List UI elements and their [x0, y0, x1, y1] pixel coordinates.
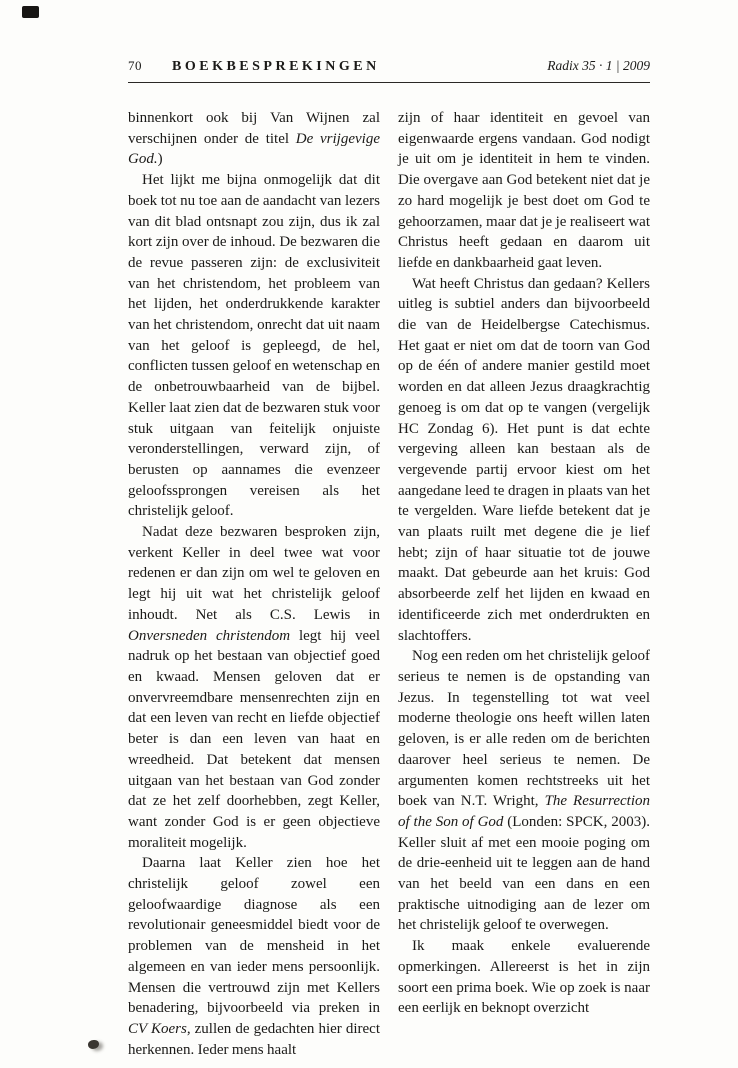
paragraph	[128, 170, 380, 522]
text-run: , zullen de gedachten hier direct herkennen. Ieder mens haalt	[128, 1020, 380, 1058]
paragraph	[398, 936, 650, 1019]
italic-text-run: Onversneden christendom	[128, 627, 291, 644]
paragraph	[128, 853, 380, 1060]
italic-text-run: The Resurrection of the Son of God	[398, 793, 650, 830]
text-run: Daarna laat Keller zien hoe het christelijk geloof zowel een geloofwaardige diagnose als een revolutionair geneesmiddel biedt voor de problemen van de mensheid in het algemeen en van ieder mens persoonlijk. Mensen die vertrouwd zijn met Kellers benadering, bijvoorbeeld via preken in	[128, 855, 380, 1017]
text-run: binnenkort ook bij Van Wijnen zal verschijnen onder de titel	[128, 110, 380, 147]
page-header	[128, 58, 650, 75]
scan-artifact-bottom-left	[88, 1040, 99, 1049]
left-column	[128, 108, 380, 1060]
text-run: zijn of haar identiteit en gevoel van eigenwaarde ergens vandaan. God nodigt je uit om je identiteit in hem te vinden. Die overgave aan God betekent niet dat je zo hard mogelijk je best doet om God te gehoorzamen, maar dat je je realiseert wat Christus heeft gedaan en daarom uit liefde en dankbaarheid gaat leven.	[398, 110, 650, 271]
paragraph	[398, 108, 650, 274]
paragraph	[398, 646, 650, 936]
journal-reference: Radix 35 · 1 | 2009	[547, 58, 650, 73]
text-run: legt hij veel nadruk op het bestaan van objectief goed en kwaad. Mensen geloven dat er onvervreemdbare mensenrechten zijn en dat een leven van recht en liefde objectief beter is dan een leven van haat en wreedheid. Dat betekent dat mensen uitgaan van het bestaan van God zonder dat ze het zelf doorhebben, zegt Keller, want zonder God is er geen objectieve moraliteit mogelijk.	[128, 627, 380, 851]
page-number: 70	[128, 58, 142, 73]
header-rule	[128, 82, 650, 83]
paragraph	[128, 522, 380, 853]
text-run: Nadat deze bezwaren besproken zijn, verkent Keller in deel twee wat voor redenen er dan zijn om wel te geloven en legt hij uit wat het christelijk geloof inhoudt. Net als C.S. Lewis in	[128, 524, 380, 623]
text-run: Het lijkt me bijna onmogelijk dat dit boek tot nu toe aan de aandacht van lezers van dit blad ontsnapt zou zijn, dus ik zal kort zijn over de inhoud. De bezwaren die de revue passeren zijn: de exclusiviteit van het christendom, het probleem van het lijden, het onderdrukkende karakter van het christendom, onrecht dat uit naam van het geloof is gepleegd, de hel, conflicten tussen geloof en wetenschap en de onbetrouwbaarheid van de bijbel. Keller laat zien dat de bezwaren stuk voor stuk uitgaan van feitelijk onjuiste veronderstellingen, verward zijn, of berusten op aannames die evenzeer geloofssprongen vereisen als het christelijk geloof.	[128, 172, 380, 520]
right-column	[398, 108, 650, 1060]
text-run: )	[157, 151, 163, 168]
page-content	[128, 58, 650, 1060]
text-run: Ik maak enkele evaluerende opmerkingen. Allereerst is het in zijn soort een prima boek. Wie op zoek is naar een eerlijk en beknopt overzicht	[398, 938, 650, 1017]
italic-text-run: CV Koers	[128, 1020, 187, 1037]
text-run: Nog een reden om het christelijk geloof serieus te nemen is de opstanding van Jezus. In tegenstelling tot wat veel moderne theologie ons heeft willen laten geloven, is er alle reden om de berichten daarover heel serieus te nemen. De argumenten komen rechtstreeks uit het boek van N.T. Wright,	[398, 648, 650, 810]
italic-text-run: De vrijgevige God.	[128, 130, 380, 168]
scan-artifact-top-left	[22, 6, 39, 18]
section-title: BOEKBESPREKINGEN	[172, 59, 380, 74]
paragraph	[128, 108, 380, 170]
paragraph	[398, 274, 650, 647]
text-run: Wat heeft Christus dan gedaan? Kellers uitleg is subtiel anders dan bijvoorbeeld die van de Heidelbergse Catechismus. Het gaat er niet om dat de toorn van God op de één of andere manier gestild moet worden en dat alleen Jezus draagkrachtig genoeg is om dat op te vangen (vergelijk HC Zondag 6). Het punt is dat echte vergeving alleen kan bestaan als de vergevende partij ervoor kiest om het aangedane leed te dragen in plaats van het te vergelden. Ware liefde betekent dat je van plaats ruilt met degene die je lief hebt; zijn of haar situatie tot de jouwe maakt. Dat gebeurde aan het kruis: God absorbeerde zelf het lijden en kwaad en identificeerde zich met onderdrukten en slachtoffers.	[398, 275, 650, 644]
two-column-text	[128, 108, 650, 1060]
text-run: (Londen: SPCK, 2003). Keller sluit af met een mooie poging om de drie-eenheid uit te leggen aan de hand van het beeld van een dans en een praktische uitnodiging aan de lezer om het christelijk geloof te overwegen.	[398, 813, 650, 934]
